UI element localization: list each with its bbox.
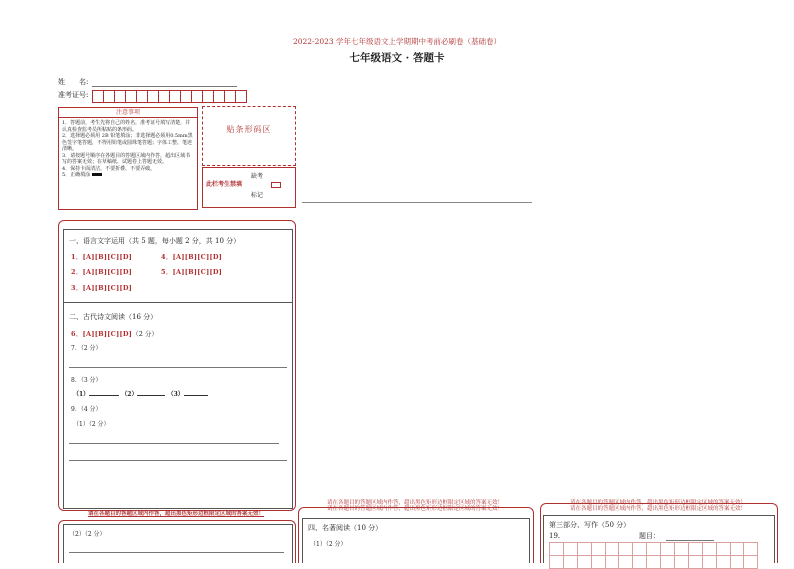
id-boxes[interactable] xyxy=(92,88,246,107)
answer-line[interactable] xyxy=(69,443,279,444)
essay-topic-line[interactable] xyxy=(666,540,714,541)
answer-area-3 xyxy=(543,515,775,563)
q2-options[interactable]: 2．[A][B][C][D] xyxy=(71,268,133,276)
q5-options[interactable]: 5．[A][B][C][D] xyxy=(161,268,223,276)
notice-title: 注意事项 xyxy=(59,108,197,118)
q8-label: 8．（3 分） xyxy=(71,377,102,384)
essay-grid[interactable] xyxy=(549,542,758,569)
answer-line[interactable] xyxy=(69,367,287,368)
exam-subtitle: 2022-2023 学年七年级语文上学期期中考前必刷卷（基础卷） xyxy=(292,37,502,46)
absent-label-2: 标记 xyxy=(251,192,264,199)
q6-row[interactable]: 6．[A][B][C][D]（2 分） xyxy=(71,330,158,338)
notice-item: 3．请按题号顺序在各题目的答题区域内作答，超出区域书写的答案无效；在草稿纸、试题卷上答题无效。 xyxy=(62,152,191,166)
answer-area-1b xyxy=(63,524,293,563)
notice-item: 1．答题前，考生先将自己的姓名，准考证号填写清楚，并认真检查监考员所粘贴的条形码。 xyxy=(62,120,191,133)
section-4-title: 四、名著阅读（10 分） xyxy=(308,524,383,532)
notice-box xyxy=(58,107,198,210)
answer-area-2 xyxy=(302,518,530,563)
q1-options[interactable]: 1．[A][B][C][D] xyxy=(71,253,133,261)
section-1-title: 一、语言文字运用（共 5 题，每小题 2 分，共 10 分） xyxy=(69,237,241,245)
absent-label: 缺考 xyxy=(251,173,264,180)
notice-item: 2．选择题必须用 2B 铅笔填涂；非选择题必须用0.5mm黑色签字笔答题，不得用铅笔或圆珠笔答题；字体工整、笔迹清晰。 xyxy=(62,133,193,153)
q9-1-label: （1）（2 分） xyxy=(73,421,110,428)
q7-label: 7．（2 分） xyxy=(71,345,102,352)
filled-mark-icon xyxy=(92,173,102,176)
section-2-title: 二、古代诗文阅读（16 分） xyxy=(69,313,158,321)
absent-box xyxy=(202,167,296,208)
answer-area-1 xyxy=(63,229,293,509)
barcode-area xyxy=(202,106,296,166)
warning-banner-2: 请在各题目的答题区域内作答，超出黑色矩形边框限定区域的答案无效！ 请在各题目的答题区域内作答，超出黑色矩形边框限定区域的答案无效！ xyxy=(326,500,503,513)
notice-item: 5．正确填涂 xyxy=(62,172,194,179)
name-label: 姓 名: xyxy=(58,78,89,86)
essay-topic-label: 题目： xyxy=(639,532,660,540)
barcode-label: 贴条形码区 xyxy=(226,125,272,134)
warning-banner: 请在各题目的答题区域内作答，超出黑色矩形边框限定区域的答案无效！ xyxy=(87,511,264,517)
q3-options[interactable]: 3．[A][B][C][D] xyxy=(71,284,133,292)
q9-2-label: （2）（2 分） xyxy=(69,531,106,538)
notice-list xyxy=(59,118,197,181)
section-divider xyxy=(64,302,292,303)
absent-note: 此栏考生禁填 xyxy=(206,181,243,188)
warning-banner-3: 请在各题目的答题区域内作答，超出黑色矩形边框限定区域的答案无效！ 请在各题目的答题区域内作答，超出黑色矩形边框限定区域的答案无效！ xyxy=(569,500,746,513)
page-title: 七年级语文 · 答题卡 xyxy=(349,52,445,64)
section-4-q-label: （1）（2 分） xyxy=(310,541,347,548)
q8-blanks[interactable]: （1） （2） （3） xyxy=(73,391,208,398)
notice-item: 4．保持卡面清洁，不要折叠、不要弄破。 xyxy=(62,165,156,172)
divider xyxy=(302,202,532,203)
name-line[interactable] xyxy=(92,86,237,87)
answer-line[interactable] xyxy=(69,460,287,461)
q4-options[interactable]: 4．[A][B][C][D] xyxy=(161,253,223,261)
question-number: 19. xyxy=(549,532,561,540)
section-3-title: 第三部分、写作（50 分） xyxy=(549,521,631,529)
q9-label: 9．（4 分） xyxy=(71,406,102,413)
answer-line[interactable] xyxy=(69,552,284,553)
id-label: 准考证号: xyxy=(58,91,89,99)
absent-mark-box[interactable] xyxy=(271,182,281,188)
